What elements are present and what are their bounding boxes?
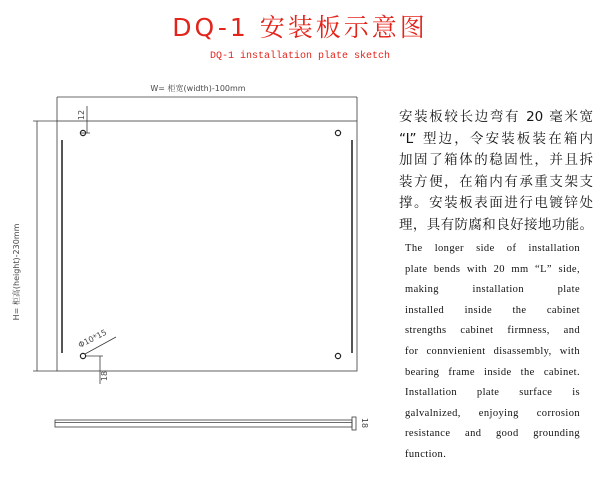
- description-en-line: The longer side of installation: [405, 243, 580, 254]
- bottom-hole-offset-label: 18: [100, 370, 109, 382]
- description-zh-line: 理，具有防腐和良好接地功能。: [399, 216, 593, 233]
- page-title: DQ-1 安装板示意图: [172, 13, 428, 42]
- description-en-line: for connvienient disassembly, with: [405, 345, 580, 357]
- description-zh-line: 撑。安装板表面进行电镀锌处: [399, 195, 593, 212]
- right-bend-line: [351, 140, 353, 353]
- description-zh-line: 装方便，在箱内有承重支架支: [399, 173, 593, 190]
- description-en-line: galvalnized, enjoying corrosion: [405, 407, 580, 419]
- side-view-flange: [352, 417, 356, 430]
- description-en-line: resistance and good grounding: [405, 428, 580, 440]
- description-en-line: making installation plate: [405, 284, 580, 296]
- description-zh-line: “L” 型边，令安装板装在箱内: [399, 130, 593, 147]
- top-hole-offset-label: 12: [77, 109, 86, 121]
- description-en-line: strengths cabinet firmness, and: [405, 325, 580, 337]
- page-subtitle: DQ-1 installation plate sketch: [209, 51, 391, 62]
- description-en-line: function.: [405, 448, 447, 460]
- hole-spec-label: Φ10*15: [76, 327, 109, 350]
- mounting-hole-bottom-right: [335, 353, 340, 358]
- height-label: H= 柜高(height)-230mm: [12, 223, 21, 321]
- description-en-line: bearing frame inside the cabinet.: [405, 366, 580, 378]
- side-flange-label: 18: [360, 417, 369, 429]
- description-en-line: Installation plate surface is: [405, 387, 580, 399]
- description-en-line: installed inside the cabinet: [405, 304, 580, 316]
- left-bend-line: [61, 140, 63, 353]
- side-view-plate: [55, 420, 352, 427]
- mounting-hole-top-right: [335, 130, 340, 135]
- description-english: [405, 239, 580, 466]
- description-chinese: [399, 107, 593, 237]
- description-zh-line: 加固了箱体的稳固性，并且拆: [399, 152, 593, 169]
- mounting-hole-bottom-left: [80, 353, 85, 358]
- description-zh-line: 安装板较长边弯有 20 毫米宽: [399, 109, 593, 125]
- width-label: W= 柜宽(width)-100mm: [150, 84, 246, 93]
- description-en-line: plate bends with 20 mm “L” side,: [405, 263, 580, 275]
